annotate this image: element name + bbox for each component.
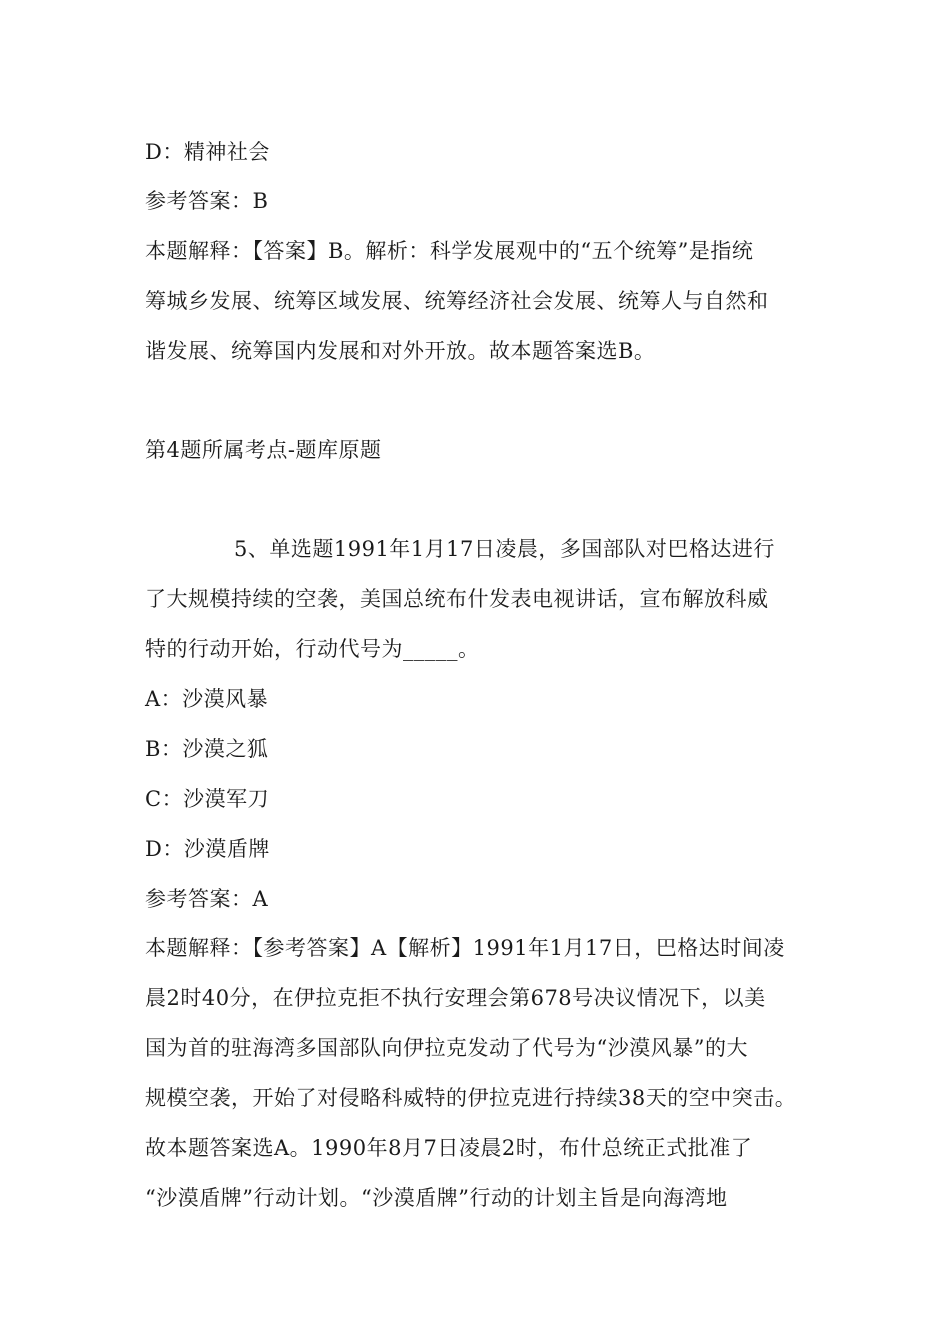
option-c-text: C：沙漠军刀: [145, 787, 270, 811]
explanation-line: 本题解释：【答案】B。解析：科学发展观中的“五个统筹”是指统: [145, 239, 754, 263]
option-b-text: B：沙漠之狐: [145, 737, 269, 761]
explanation-line: 谐发展、统筹国内发展和对外开放。故本题答案选B。: [145, 339, 656, 363]
explanation-line: 国为首的驻海湾多国部队向伊拉克发动了代号为“沙漠风暴”的大: [145, 1036, 748, 1060]
option-d-text: D：精神社会: [145, 140, 270, 164]
question-stem-line: 特的行动开始，行动代号为_____。: [145, 637, 480, 661]
explanation-line: 故本题答案选A。1990年8月7日凌晨2时，布什总统正式批准了: [145, 1136, 753, 1160]
question-stem-line: 了大规模持续的空袭，美国总统布什发表电视讲话，宣布解放科威: [145, 587, 769, 611]
explanation-line: 本题解释：【参考答案】A【解析】1991年1月17日，巴格达时间凌: [145, 936, 785, 960]
explanation-line: 规模空袭，开始了对侵略科威特的伊拉克进行持续38天的空中突击。: [145, 1086, 797, 1110]
option-a-text: A：沙漠风暴: [145, 687, 269, 711]
answer-text: 参考答案：B: [145, 189, 269, 213]
question-stem-line: 5、单选题1991年1月17日凌晨，多国部队对巴格达进行: [234, 537, 775, 561]
explanation-line: 筹城乡发展、统筹区域发展、统筹经济社会发展、统筹人与自然和: [145, 289, 769, 313]
option-d-text: D：沙漠盾牌: [145, 837, 270, 861]
topic-heading: 第4题所属考点-题库原题: [145, 438, 382, 462]
explanation-line: “沙漠盾牌”行动计划。“沙漠盾牌”行动的计划主旨是向海湾地: [145, 1186, 728, 1210]
explanation-line: 晨2时40分，在伊拉克拒不执行安理会第678号决议情况下，以美: [145, 986, 766, 1010]
answer-text: 参考答案：A: [145, 887, 269, 911]
